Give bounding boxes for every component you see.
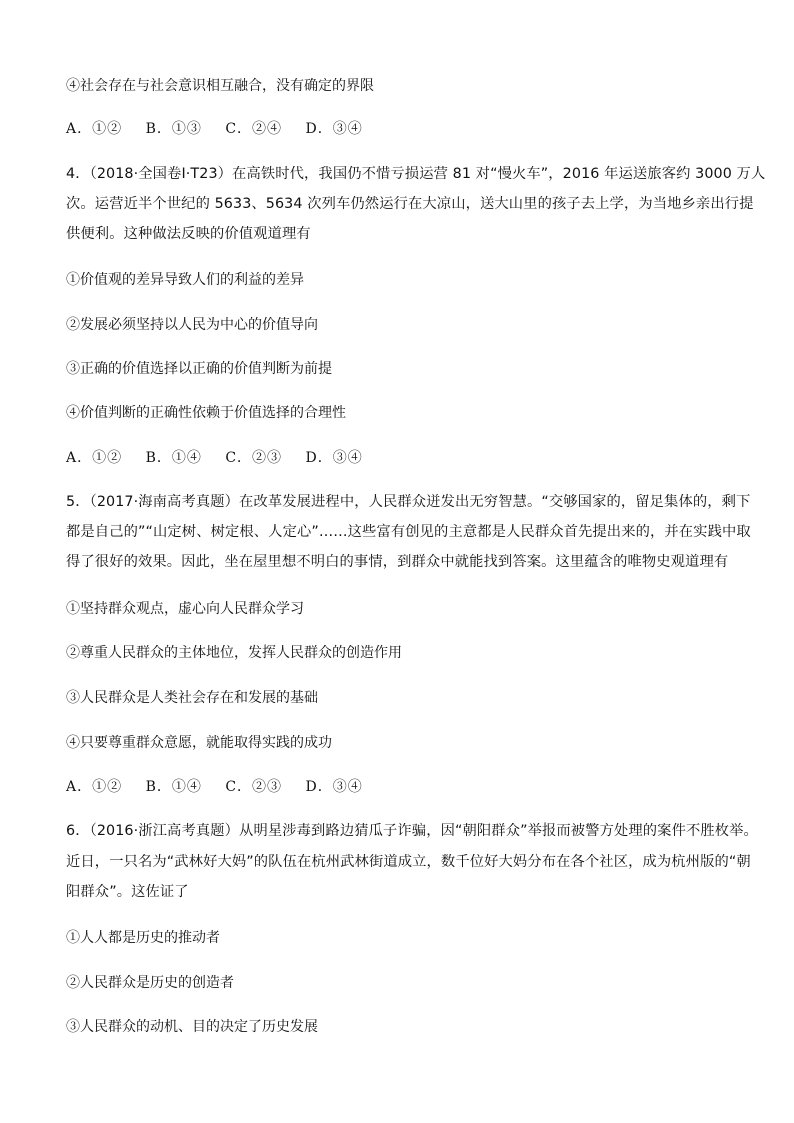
q3-answer-choices [66, 119, 736, 139]
q4-stem-line-2: 次。运营近半个世纪的 5633、5634 次列车仍然运行在大凉山，送大山里的孩子去上学，为当地乡亲出行提 [66, 196, 754, 212]
q6-option-3: ③人民群众的动机、目的决定了历史发展 [66, 1019, 318, 1035]
q3-answer-b: B．①③ [145, 121, 202, 137]
q4-option-2: ②发展必须坚持以人民为中心的价值导向 [66, 317, 318, 333]
q5-stem-line-2: 都是自己的”“山定树、树定根、人定心”……这些富有创见的主意都是人民群众首先提出来的，并在实践中取 [66, 524, 751, 540]
q3-answer-a: A．①② [66, 121, 123, 137]
q4-stem-line-3: 供便利。这种做法反映的价值观道理有 [66, 226, 311, 242]
q4-answer-c: C．②③ [225, 450, 283, 466]
q5-option-2: ②尊重人民群众的主体地位，发挥人民群众的创造作用 [66, 645, 402, 661]
q4-stem-line-1: 4．（2018·全国卷Ⅰ·T23）在高铁时代，我国仍不惜亏损运营 81 对“慢火车”，2016 年运送旅客约 3000 万人 [66, 166, 766, 182]
q6-option-1: ①人人都是历史的推动者 [66, 930, 220, 946]
q5-option-4: ④只要尊重群众意愿，就能取得实践的成功 [66, 735, 332, 751]
q6-stem-line-2: 近日，一只名为“武林好大妈”的队伍在杭州武林街道成立，数千位好大妈分布在各个社区，成为杭州版的“朝 [66, 854, 751, 870]
q6-option-2: ②人民群众是历史的创造者 [66, 975, 234, 991]
q5-answer-d: D．③④ [305, 779, 363, 795]
q3-answer-d: D．③④ [305, 121, 363, 137]
q6-stem-line-3: 阳群众”。这佐证了 [66, 884, 189, 900]
q5-option-3: ③人民群众是人类社会存在和发展的基础 [66, 690, 318, 706]
q3-answer-c: C．②④ [225, 121, 283, 137]
q5-stem-line-1: 5．（2017·海南高考真题）在改革发展进程中，人民群众迸发出无穷智慧。“交够国家的，留足集体的，剩下 [66, 494, 751, 510]
q4-answer-a: A．①② [66, 450, 123, 466]
q4-option-4: ④价值判断的正确性依赖于价值选择的合理性 [66, 405, 346, 421]
q3-option-4: ④社会存在与社会意识相互融合，没有确定的界限 [66, 78, 374, 94]
q5-answer-c: C．②③ [225, 779, 283, 795]
q5-option-1: ①坚持群众观点，虚心向人民群众学习 [66, 601, 304, 617]
q5-answer-choices [66, 777, 736, 797]
q4-answer-choices [66, 448, 736, 468]
q4-option-3: ③正确的价值选择以正确的价值判断为前提 [66, 361, 332, 377]
q5-answer-a: A．①② [66, 779, 123, 795]
q4-answer-d: D．③④ [305, 450, 363, 466]
q4-answer-b: B．①④ [145, 450, 202, 466]
q4-option-1: ①价值观的差异导致人们的利益的差异 [66, 272, 304, 288]
q6-stem-line-1: 6．（2016·浙江高考真题）从明星涉毒到路边猜瓜子诈骗，因“朝阳群众”举报而被警方处理的案件不胜枚举。 [66, 823, 758, 839]
q5-stem-line-3: 得了很好的效果。因此，坐在屋里想不明白的事情，到群众中就能找到答案。这里蕴含的唯物史观道理有 [66, 554, 729, 570]
q5-answer-b: B．①④ [145, 779, 202, 795]
